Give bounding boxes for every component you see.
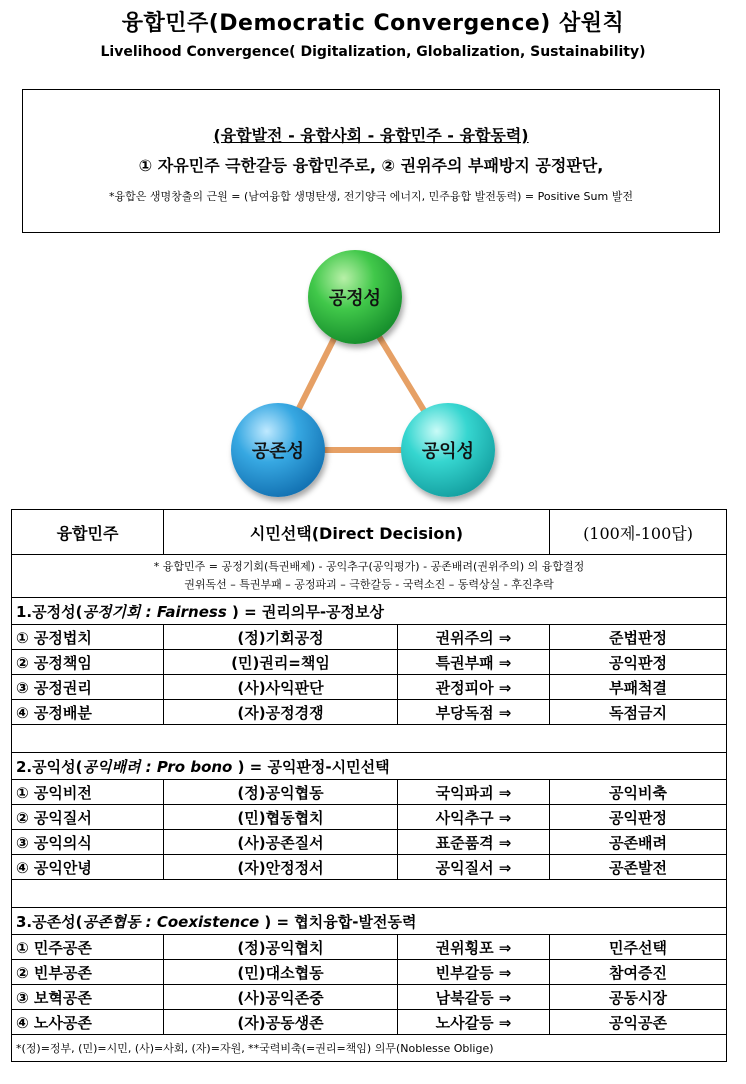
- footnote-row: [12, 1035, 727, 1062]
- fairness-circle: 공정성: [308, 250, 402, 344]
- table-row: [12, 805, 727, 830]
- section-title: [12, 908, 727, 935]
- header-cell-2: 시민선택(Direct Decision): [164, 510, 550, 555]
- table-cell: ② 빈부공존: [12, 960, 164, 985]
- table-cell: 공익질서 ⇒: [398, 855, 550, 880]
- table-row: [12, 780, 727, 805]
- header-cell-1: 융합민주: [12, 510, 164, 555]
- principles-table: [11, 509, 727, 1062]
- page-title: 융합민주(Democratic Convergence) 삼원칙: [121, 11, 625, 36]
- section-title-row: [12, 598, 727, 625]
- table-cell: (민)권리=책임: [164, 650, 398, 675]
- table-cell: (자)공정경쟁: [164, 700, 398, 725]
- table-cell: (사)공익존중: [164, 985, 398, 1010]
- summary-box: [22, 89, 720, 233]
- table-note-line-2: 권위독선 – 특권부패 – 공정파괴 – 극한갈등 - 국력소진 – 동력상실 - 후진추락: [184, 578, 554, 591]
- table-cell: ③ 공정권리: [12, 675, 164, 700]
- table-cell: (사)공존질서: [164, 830, 398, 855]
- table-cell: 공익판정: [550, 805, 727, 830]
- table-note: [12, 555, 727, 598]
- section-title-row: [12, 908, 727, 935]
- table-cell: 사익추구 ⇒: [398, 805, 550, 830]
- table-cell: ③ 보혁공존: [12, 985, 164, 1010]
- summary-line-3: *융합은 생명창출의 근원 = (남여융합 생명탄생, 전기양극 에너지, 민주융합 발전동력) = Positive Sum 발전: [109, 190, 633, 203]
- table-row: [12, 985, 727, 1010]
- blank-row: [12, 880, 727, 908]
- table-cell: ① 공정법치: [12, 625, 164, 650]
- section-title-prefix: 2.공익성(: [16, 757, 83, 776]
- table-note-line-1: * 융합민주 = 공정기회(특권배제) - 공익추구(공익평가) - 공존배려(권위주의) 의 융합결정: [153, 560, 585, 573]
- table-cell: 공존배려: [550, 830, 727, 855]
- triangle-diagram: [225, 250, 535, 500]
- table-cell: 참여증진: [550, 960, 727, 985]
- table-cell: 권위횡포 ⇒: [398, 935, 550, 960]
- table-cell: ① 민주공존: [12, 935, 164, 960]
- table-cell: (정)기회공정: [164, 625, 398, 650]
- table-cell: ② 공익질서: [12, 805, 164, 830]
- table-cell: 공익공존: [550, 1010, 727, 1035]
- section-title: [12, 598, 727, 625]
- table-cell: (정)공익협동: [164, 780, 398, 805]
- table-cell: 국익파괴 ⇒: [398, 780, 550, 805]
- table-cell: 남북갈등 ⇒: [398, 985, 550, 1010]
- table-row: [12, 625, 727, 650]
- table-cell: (자)안정정서: [164, 855, 398, 880]
- summary-line-1: (융합발전 - 융합사회 - 융합민주 - 융합동력): [213, 126, 529, 145]
- blank-cell: [12, 880, 727, 908]
- footnote: *(정)=정부, (민)=시민, (사)=사회, (자)=자원, **국력비축(=권리=책임) 의무(Noblesse Oblige): [12, 1035, 727, 1062]
- table-cell: ④ 공익안녕: [12, 855, 164, 880]
- header-cell-3: (100제-100답): [550, 510, 727, 555]
- table-cell: 준법판정: [550, 625, 727, 650]
- section-title-suffix: ) = 협치융합-발전동력: [259, 912, 417, 931]
- section-title: [12, 753, 727, 780]
- table-cell: 공익판정: [550, 650, 727, 675]
- table-cell: 특권부패 ⇒: [398, 650, 550, 675]
- table-cell: (민)대소협동: [164, 960, 398, 985]
- table-header-row: [12, 510, 727, 555]
- coexistence-circle: 공존성: [231, 403, 325, 497]
- blank-cell: [12, 725, 727, 753]
- table-row: [12, 960, 727, 985]
- table-cell: 독점금지: [550, 700, 727, 725]
- table-cell: ④ 공정배분: [12, 700, 164, 725]
- section-title-prefix: 1.공정성(: [16, 602, 83, 621]
- public-interest-circle: 공익성: [401, 403, 495, 497]
- table-row: [12, 830, 727, 855]
- table-cell: 관정피아 ⇒: [398, 675, 550, 700]
- table-row: [12, 935, 727, 960]
- table-cell: 빈부갈등 ⇒: [398, 960, 550, 985]
- table-cell: 공동시장: [550, 985, 727, 1010]
- table-cell: ① 공익비전: [12, 780, 164, 805]
- table-cell: 민주선택: [550, 935, 727, 960]
- table-row: [12, 675, 727, 700]
- table-row: [12, 855, 727, 880]
- table-cell: 공존발전: [550, 855, 727, 880]
- summary-line-2: ① 자유민주 극한갈등 융합민주로, ② 권위주의 부패방지 공정판단,: [138, 156, 604, 175]
- table-row: [12, 700, 727, 725]
- blank-row: [12, 725, 727, 753]
- table-note-row: [12, 555, 727, 598]
- table-cell: (민)협동협치: [164, 805, 398, 830]
- table-cell: 표준품격 ⇒: [398, 830, 550, 855]
- section-title-italic: 공정기회 : Fairness: [82, 602, 227, 621]
- table-row: [12, 1010, 727, 1035]
- table-cell: (정)공익협치: [164, 935, 398, 960]
- table-cell: ③ 공익의식: [12, 830, 164, 855]
- table-cell: (사)사익판단: [164, 675, 398, 700]
- section-title-suffix: ) = 공익판정-시민선택: [232, 757, 390, 776]
- section-title-row: [12, 753, 727, 780]
- section-title-italic: 공존협동 : Coexistence: [82, 912, 260, 931]
- section-title-italic: 공익배려 : Pro bono: [82, 757, 233, 776]
- table-cell: 노사갈등 ⇒: [398, 1010, 550, 1035]
- table-cell: 부패척결: [550, 675, 727, 700]
- section-title-prefix: 3.공존성(: [16, 912, 83, 931]
- table-cell: ④ 노사공존: [12, 1010, 164, 1035]
- table-row: [12, 650, 727, 675]
- section-title-suffix: ) = 권리의무-공정보상: [226, 602, 385, 621]
- table-cell: 부당독점 ⇒: [398, 700, 550, 725]
- table-cell: ② 공정책임: [12, 650, 164, 675]
- table-cell: 공익비축: [550, 780, 727, 805]
- page-subtitle: Livelihood Convergence( Digitalization, Globalization, Sustainability): [100, 44, 646, 60]
- table-cell: (자)공동생존: [164, 1010, 398, 1035]
- table-cell: 권위주의 ⇒: [398, 625, 550, 650]
